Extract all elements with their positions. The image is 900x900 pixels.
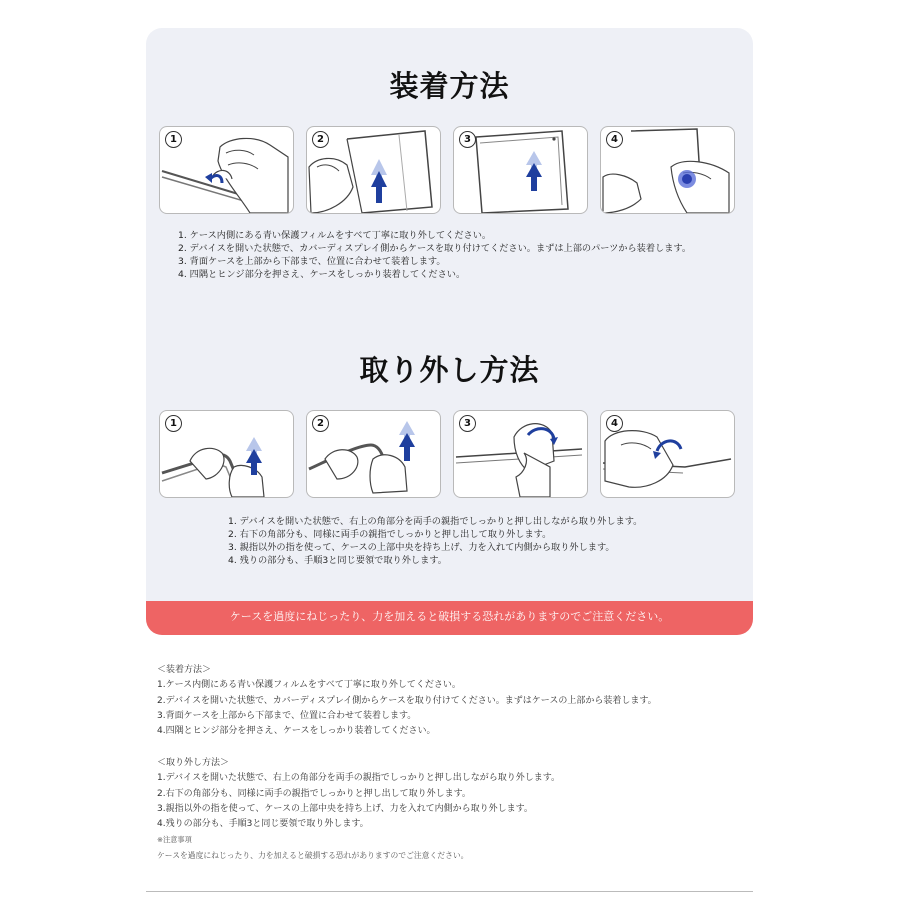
removal-panel-3 — [453, 410, 588, 498]
install-step: 3. 背面ケースを上部から下部まで、位置に合わせて装着します。 — [178, 256, 446, 267]
step-number-badge: 4 — [606, 415, 623, 432]
step-number-badge: 4 — [606, 131, 623, 148]
plain-removal-line: 2.右下の角部分も、同様に両手の親指でしっかりと押し出して取り外します。 — [157, 788, 471, 799]
install-step: 4. 四隅とヒンジ部分を押さえ、ケースをしっかり装着してください。 — [178, 269, 466, 280]
plain-removal-section — [157, 756, 560, 863]
warning-banner: ケースを過度にねじったり、力を加えると破損する恐れがありますのでご注意ください。 — [146, 601, 753, 635]
plain-install-section — [157, 663, 657, 739]
removal-panels — [159, 410, 741, 498]
plain-removal-line: 4.残りの部分も、手順3と同じ要領で取り外します。 — [157, 819, 369, 830]
plain-removal-line: 1.デバイスを開いた状態で、右上の角部分を両手の親指でしっかりと押し出しながら取り外します。 — [157, 773, 561, 784]
install-panel-3 — [453, 126, 588, 214]
install-panel-1 — [159, 126, 294, 214]
step-number-badge: 2 — [312, 415, 329, 432]
plain-install-line: 3.背面ケースを上部から下部まで、位置に合わせて装着します。 — [157, 710, 417, 721]
plain-install-line: 2.デバイスを開いた状態で、カバーディスプレイ側からケースを取り付けてください。まずはケースの上部から装着します。 — [157, 695, 657, 706]
step-number-badge: 1 — [165, 415, 182, 432]
removal-panel-2 — [306, 410, 441, 498]
step-number-badge: 3 — [459, 415, 476, 432]
plain-removal-header: ＜取り外し方法＞ — [157, 758, 230, 768]
note-text: ケースを過度にねじったり、力を加えると破損する恐れがありますのでご注意ください。 — [157, 850, 469, 860]
step-number-badge: 1 — [165, 131, 182, 148]
plain-removal-line: 3.親指以外の指を使って、ケースの上部中央を持ち上げ、力を入れて内側から取り外します。 — [157, 803, 533, 814]
removal-step: 4. 残りの部分も、手順3と同じ要領で取り外します。 — [228, 555, 447, 566]
install-panel-2 — [306, 126, 441, 214]
removal-step: 3. 親指以外の指を使って、ケースの上部中央を持ち上げ、力を入れて内側から取り外します。 — [228, 542, 615, 553]
removal-step: 1. デバイスを開いた状態で、右上の角部分を両手の親指でしっかりと押し出しながら取り外します。 — [228, 516, 643, 527]
instruction-card — [146, 28, 753, 635]
removal-title: 取り外し方法 — [359, 353, 540, 387]
removal-panel-1 — [159, 410, 294, 498]
plain-install-line: 1.ケース内側にある青い保護フィルムをすべて丁寧に取り外してください。 — [157, 680, 461, 691]
install-steps — [178, 229, 691, 281]
install-panels — [159, 126, 741, 214]
install-step: 1. ケース内側にある青い保護フィルムをすべて丁寧に取り外してください。 — [178, 230, 492, 241]
plain-install-line: 4.四隅とヒンジ部分を押さえ、ケースをしっかり装着してください。 — [157, 726, 436, 737]
install-title: 装着方法 — [389, 69, 510, 103]
install-step: 2. デバイスを開いた状態で、カバーディスプレイ側からケースを取り付けてください。まずは上部のパーツから装着します。 — [178, 243, 692, 254]
removal-step: 2. 右下の角部分も、同様に両手の親指でしっかりと押し出して取り外します。 — [228, 529, 552, 540]
install-panel-4 — [600, 126, 735, 214]
step-number-badge: 2 — [312, 131, 329, 148]
note-label: ※注意事項 — [157, 835, 192, 845]
bottom-divider — [146, 891, 753, 892]
step-number-badge: 3 — [459, 131, 476, 148]
removal-panel-4 — [600, 410, 735, 498]
plain-install-header: ＜装着方法＞ — [157, 665, 212, 675]
removal-steps — [228, 515, 642, 567]
